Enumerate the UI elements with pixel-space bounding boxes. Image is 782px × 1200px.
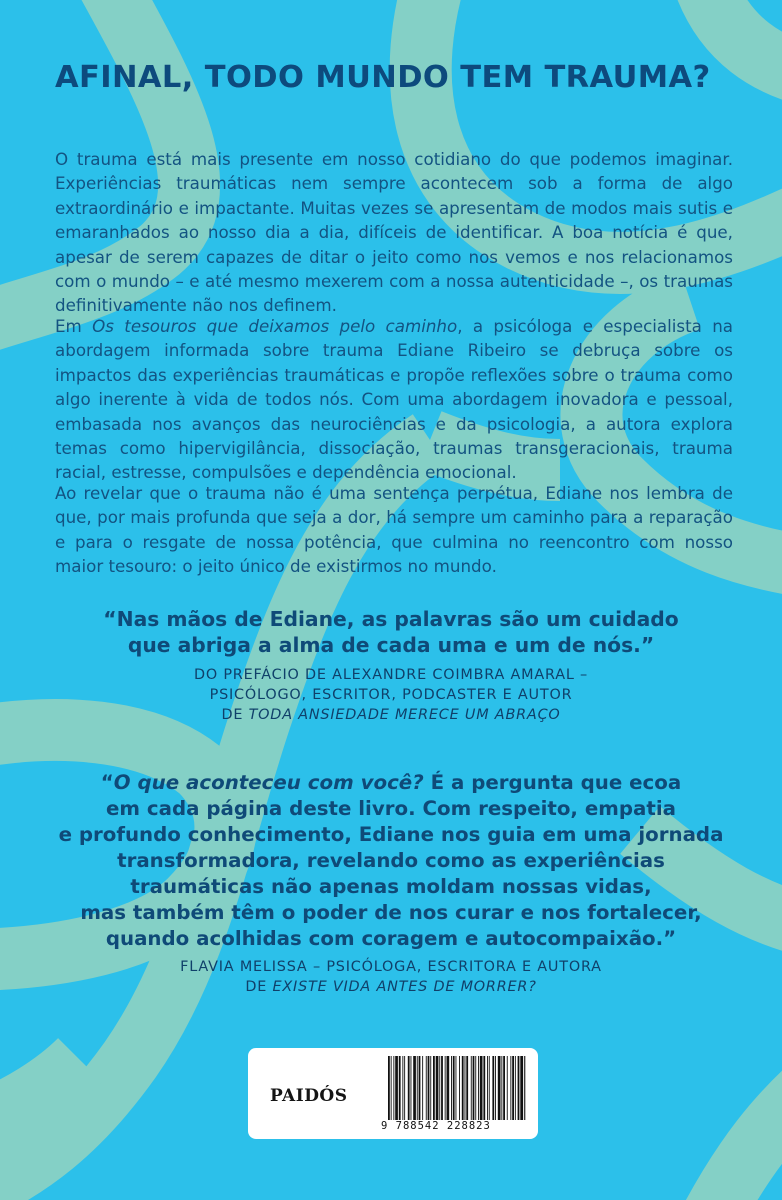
synopsis-paragraph-1: O trauma está mais presente em nosso cotidiano do que podemos imaginar. Experiências traumáticas nem sempre acontecem sob a forma de algo extraordinário e impactante. Muitas vezes se apresentam de modos mais sutis e emaranhados ao nosso dia a dia, difíceis de identificar. A boa notícia é que, apesar de serem capazes de ditar o jeito como nos vemos e nos relacionamos com o mundo – e até mesmo mexerem com a nossa autenticidade –, os traumas definitivamente não nos definem.: [55, 149, 733, 316]
back-cover-title: AFINAL, TODO MUNDO TEM TRAUMA?: [55, 60, 711, 95]
isbn-number: 9 788542 228823: [381, 1120, 491, 1132]
quote-2-question: O que aconteceu com você?: [113, 771, 424, 794]
synopsis-paragraph-2: [55, 314, 733, 485]
paragraph-2-intro: Em: [55, 316, 93, 336]
attribution-1-line-2: PSICÓLOGO, ESCRITOR, PODCASTER E AUTOR: [209, 687, 573, 703]
book-title-italic: Os tesouros que deixamos pelo caminho: [92, 316, 458, 336]
publisher-logo: PAIDÓS: [270, 1086, 348, 1106]
attribution-2-book: EXISTE VIDA ANTES DE MORRER?: [272, 979, 537, 995]
quote-2-line-2: em cada página deste livro. Com respeito, empatia: [106, 797, 676, 820]
attribution-1-book: TODA ANSIEDADE MERECE UM ABRAÇO: [248, 707, 561, 723]
attribution-1-line-1: DO PREFÁCIO DE ALEXANDRE COIMBRA AMARAL –: [193, 667, 589, 683]
quote-2-line-7: quando acolhidas com coragem e autocompaixão.”: [105, 927, 677, 950]
quote-1-line-1: “Nas mãos de Ediane, as palavras são um cuidado: [103, 607, 679, 631]
attribution-2-line-1: FLAVIA MELISSA – PSICÓLOGA, ESCRITORA E AUTORA: [180, 959, 602, 975]
quote-2-line-4: transformadora, revelando como as experiências: [117, 849, 665, 872]
quote-1-line-2: que abriga a alma de cada uma e um de nós.”: [127, 633, 655, 657]
endorsement-quote-1: [40, 606, 742, 658]
quote-2-open-mark: “: [100, 771, 114, 794]
quote-2-line-5: traumáticas não apenas moldam nossas vidas,: [130, 875, 652, 898]
endorsement-quote-2: [40, 770, 742, 952]
quote-2-line-1-rest: É a pergunta que ecoa: [423, 771, 682, 794]
attribution-1-line-3: [40, 705, 742, 725]
synopsis-paragraph-3: Ao revelar que o trauma não é uma sentença perpétua, Ediane nos lembra de que, por mais profunda que seja a dor, há sempre um caminho para a reparação e para o resgate de nossa potência, que culmina no reencontro com nosso maior tesouro: o jeito único de existirmos no mundo.: [55, 483, 733, 577]
attribution-2-line-2: [40, 977, 742, 997]
quote-2-line-1: [40, 770, 742, 796]
attribution-1-prefix: DE: [221, 707, 249, 723]
quote-2-line-3: e profundo conhecimento, Ediane nos guia em uma jornada: [58, 823, 724, 846]
endorsement-attribution-2: [40, 957, 742, 997]
quote-2-line-6: mas também têm o poder de nos curar e nos fortalecer,: [80, 901, 702, 924]
attribution-2-prefix: DE: [245, 979, 273, 995]
endorsement-attribution-1: [40, 665, 742, 725]
barcode-panel: [248, 1048, 538, 1139]
barcode-bars: [388, 1056, 526, 1120]
paragraph-2-body: , a psicóloga e especialista na abordagem informada sobre trauma Ediane Ribeiro se debruça sobre os impactos das experiências traumáticas e propõe reflexões sobre o trauma como algo inerente à vida de todos nós. Com uma abordagem inovadora e pessoal, embasada nos avanços das neurociências e da psicologia, a autora explora temas como hipervigilância, dissociação, traumas transgeracionais, trauma racial, estresse, compulsões e dependência emocional.: [55, 316, 734, 483]
